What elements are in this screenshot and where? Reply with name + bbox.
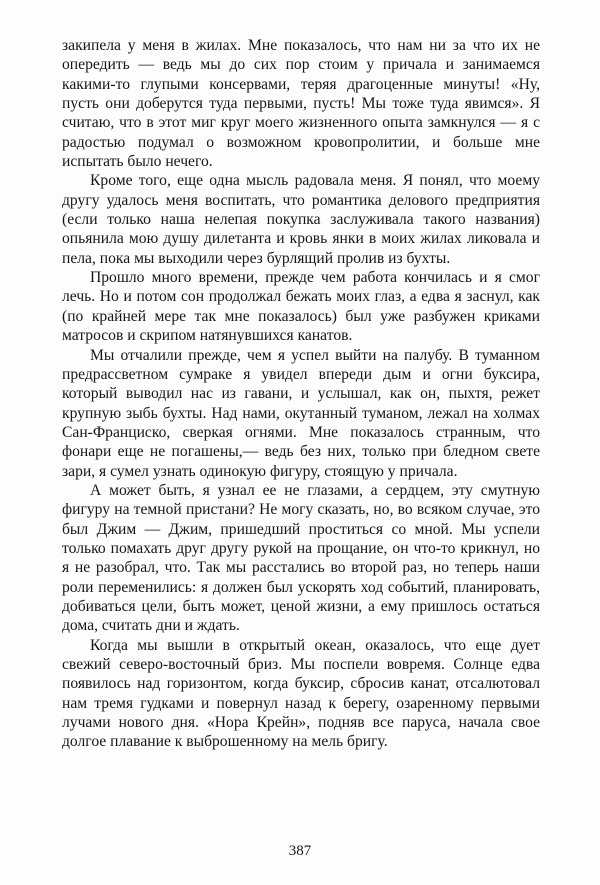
paragraph: А может быть, я узнал ее не глазами, а сердцем, эту смутную фигуру на темной пристани? Не могу сказать, но, во всяком случае, это был Джим — Джим, пришедший проститься со мной. Мы успели только помахать друг другу рукой на прощание, он что-то крикнул, но я не разобрал, что. Так мы расстались во второй раз, но теперь наши роли переменились: я должен был ускорять ход событий, планировать, добиваться цели, быть может, ценой жизни, а ему пришлось остаться дома, считать дни и ждать. xyxy=(62,481,540,635)
page-number: 387 xyxy=(288,843,312,859)
body-text xyxy=(62,36,540,752)
paragraph: закипела у меня в жилах. Мне показалось, что нам ни за что их не опередить — ведь мы до сих пор стоим у причала и занимаемся какими-то глупыми консервами, теряя драгоценные минуты! «Ну, пусть они доберутся туда первыми, пусть! Мы тоже туда явимся». Я считаю, что в этот миг круг моего жизненного опыта замкнулся — я с радостью подумал о возможном кровопролитии, и больше мне испытать было нечего. xyxy=(62,37,540,171)
paragraph: Кроме того, еще одна мысль радовала меня. Я понял, что моему другу удалось меня воспитать, что романтика делового предприятия (если только наша нелепая покупка заслуживала такого названия) опьянила мою душу дилетанта и кровь янки в моих жилах ликовала и пела, пока мы выходили через бурлящий пролив из бухты. xyxy=(62,172,540,267)
paragraph: Прошло много времени, прежде чем работа кончилась и я смог лечь. Но и потом сон продолжал бежать моих глаз, а едва я заснул, как (по крайней мере так мне показалось) был уже разбужен криками матросов и скрипом натянувшихся канатов. xyxy=(62,269,540,345)
paragraph: Мы отчалили прежде, чем я успел выйти на палубу. В туманном предрассветном сумраке я увидел впереди дым и огни буксира, который выводил нас из гавани, и услышал, как он, пыхтя, режет крупную зыбь бухты. Над нами, окутанный туманом, лежал на холмах Сан-Франциско, сверкая огнями. Мне показалось странным, что фонари еще не погашены,— ведь без них, только при бледном свете зари, я сумел узнать одинокую фигуру, стоящую у причала. xyxy=(62,346,540,480)
paragraph: Когда мы вышли в открытый океан, оказалось, что еще дует свежий северо-восточный бриз. Мы поспели вовремя. Солнце едва появилось над горизонтом, когда буксир, сбросив канат, отсалютовал нам тремя гудками и повернул назад к берегу, озаренному первыми лучами нового дня. «Нора Крейн», подняв все паруса, начала свое долгое плавание к выброшенному на мель бригу. xyxy=(62,636,540,751)
